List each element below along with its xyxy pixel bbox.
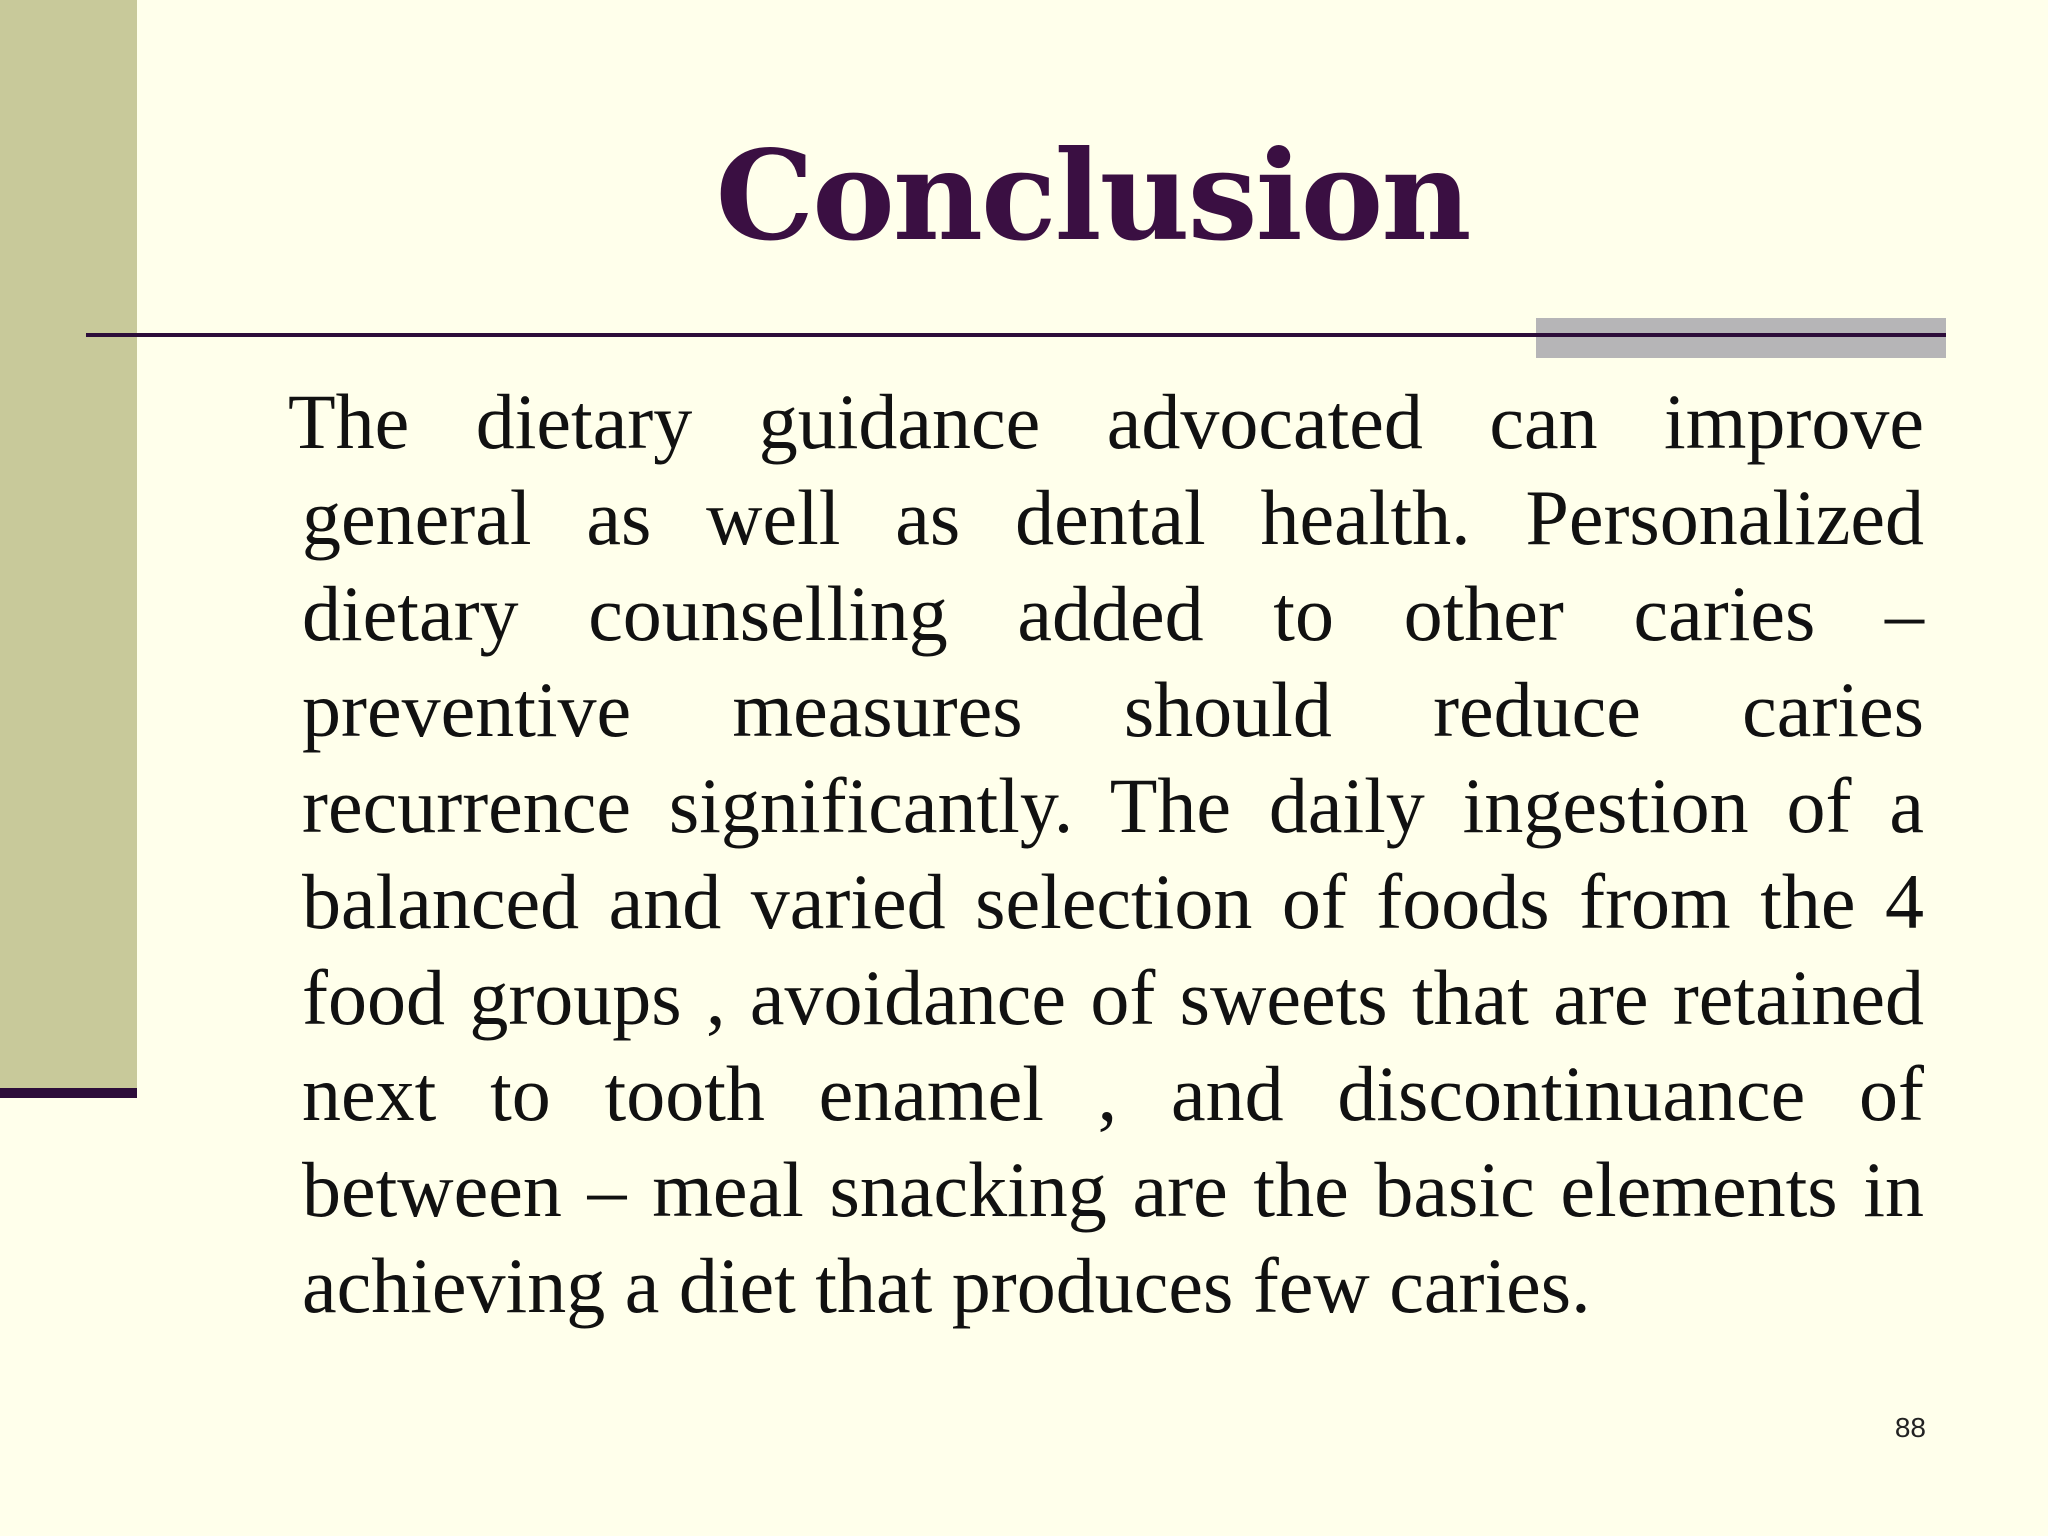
left-accent-stripe <box>0 1088 137 1098</box>
title-divider-bar <box>1536 318 1946 358</box>
left-decorative-band <box>0 0 137 1088</box>
slide-body-text: The dietary guidance advocated can improve general as well as dental health. Personalized dietary counselling added to other caries – preventive measures should reduce caries recurrence significantly. The daily ingestion of a balanced and varied selection of foods from the 4 food groups , avoidance of sweets that are retained next to tooth enamel , and discontinuance of between – meal snacking are the basic elements in achieving a diet that produces few caries. <box>288 378 1924 1329</box>
title-divider-bar-line <box>1536 333 1946 337</box>
slide-title: Conclusion <box>715 124 1470 269</box>
slide-number: 88 <box>1894 1412 1926 1443</box>
